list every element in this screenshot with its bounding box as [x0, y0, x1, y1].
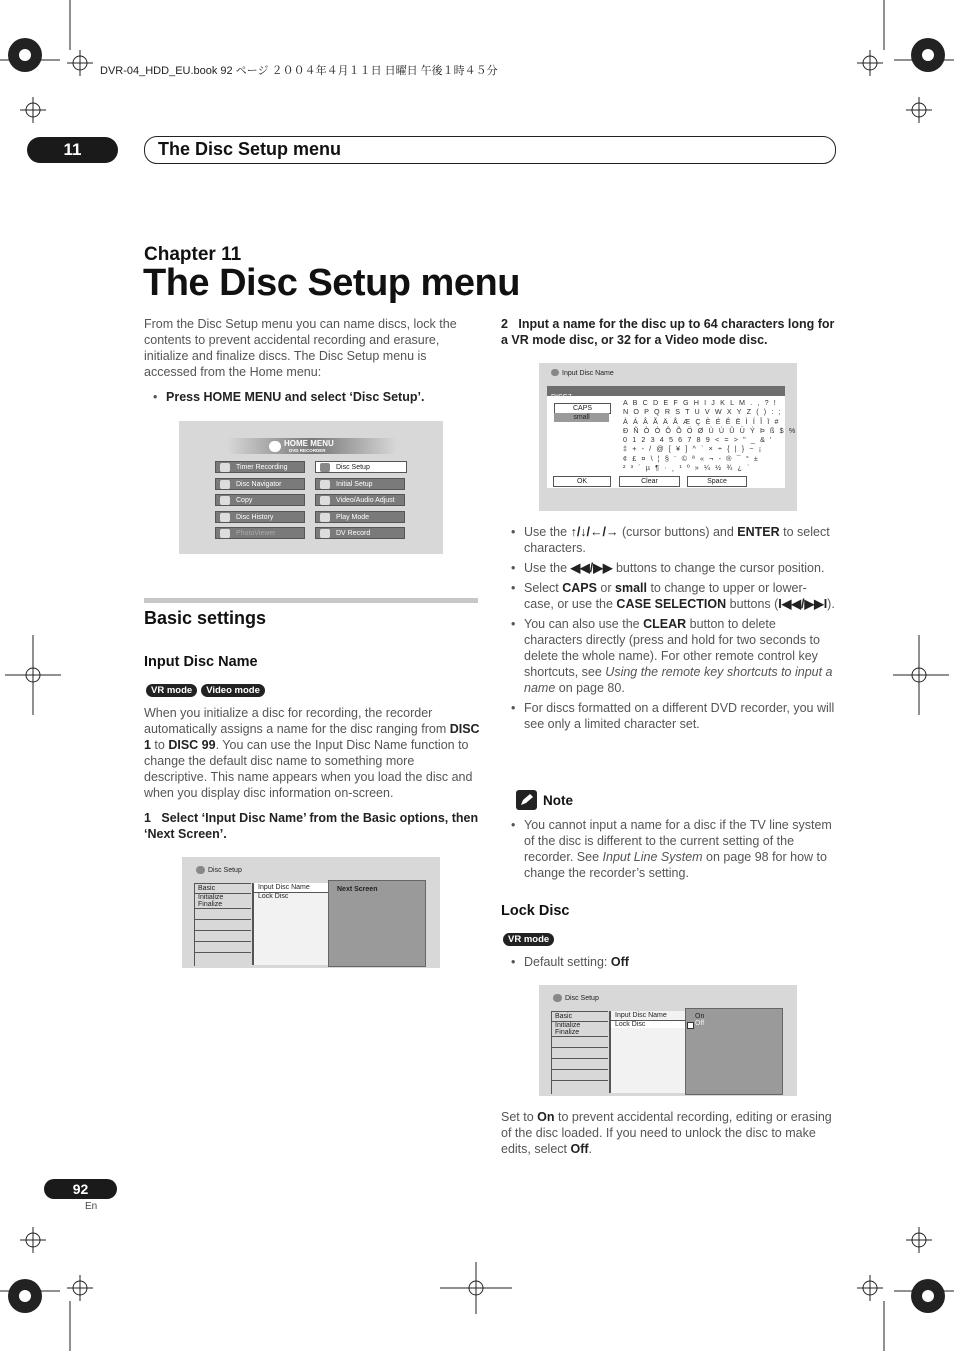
- hm-copy[interactable]: Copy: [215, 494, 305, 506]
- chapter-label: Chapter 11: [144, 244, 242, 265]
- input-disc-name-paragraph: When you initialize a disc for recording, the recorder automatically assigns a name for the disc ranging from DISC 1 to DISC 99. You can use the Input Disc Name function to change the default disc name to something more descriptive. This name appears when you load the disc and when you display disc information on-screen.: [144, 706, 480, 800]
- kbd-row[interactable]: 0 1 2 3 4 5 6 7 8 9 < = > " _ & ': [623, 435, 774, 445]
- home-menu-subtitle: DVD RECORDER: [289, 448, 326, 453]
- ds2-input-disc-name[interactable]: Input Disc Name: [611, 1011, 686, 1021]
- chapter-bar-title: The Disc Setup menu: [158, 139, 342, 159]
- hm-disc-history[interactable]: Disc History: [215, 511, 305, 523]
- heading-input-disc-name: Input Disc Name: [144, 654, 258, 670]
- kbd-row[interactable]: A B C D E F G H I J K L M . , ? !: [623, 398, 778, 407]
- ds1-input-disc-name[interactable]: Input Disc Name: [254, 883, 329, 893]
- ds1-next-screen[interactable]: Next Screen: [337, 886, 378, 893]
- disc-icon: [269, 441, 281, 452]
- home-menu-title: HOME MENU: [284, 439, 334, 448]
- heading-lock-disc: Lock Disc: [501, 903, 570, 919]
- mode-badges: [146, 680, 269, 698]
- hm-disc-setup[interactable]: Disc Setup: [315, 461, 407, 473]
- ds2-basic[interactable]: Basic: [552, 1012, 608, 1022]
- input-bullets: [502, 524, 836, 736]
- hm-initial-setup[interactable]: Initial Setup: [315, 478, 405, 490]
- ds1-basic[interactable]: Basic: [195, 884, 251, 894]
- note-text: • You cannot input a name for a disc if the TV line system of the disc is different to the current setting of the recorder. See Input Line System on page 98 for how to change the recorder’s setting.: [502, 817, 836, 881]
- intro-bullets: [144, 389, 480, 409]
- ids-clear-button[interactable]: Clear: [619, 476, 680, 487]
- ds2-off[interactable]: Off: [686, 1020, 782, 1027]
- page-number: 92: [44, 1179, 117, 1199]
- clock-icon: [220, 463, 230, 472]
- disc-setup-screenshot-1: [182, 857, 440, 968]
- ds2-finalize[interactable]: Finalize: [552, 1029, 608, 1037]
- bullet-other-recorder: • For discs formatted on a different DVD recorder, you will see only a limited character set.: [502, 700, 836, 732]
- note-label: Note: [543, 793, 573, 808]
- selected-marker: [687, 1022, 694, 1029]
- adjust-icon: [320, 496, 330, 505]
- ids-keyboard[interactable]: [623, 398, 797, 472]
- bullet-cursor: • Use the ↑/↓/←/→ (cursor buttons) and ENTER to select characters.: [502, 524, 836, 556]
- bullet-cursor-position: • Use the ◀◀/▶▶ buttons to change the cursor position.: [502, 560, 836, 576]
- disc-icon: [551, 369, 559, 376]
- kbd-row[interactable]: ‡ + - / @ [ ¥ ] ^ ` × ÷ { | } ~ ¡: [623, 444, 763, 454]
- section-rule: [144, 598, 478, 603]
- chapter-tab: 11: [27, 137, 118, 163]
- home-menu-screenshot: [179, 421, 443, 554]
- default-setting: • Default setting: Off: [502, 954, 836, 970]
- note-bullets: [502, 817, 836, 885]
- lock-disc-bullets: [502, 954, 836, 974]
- page-title: The Disc Setup menu: [143, 262, 520, 304]
- hm-photoviewer[interactable]: PhotoViewer: [215, 527, 305, 539]
- ds2-lock-disc[interactable]: Lock Disc: [611, 1021, 686, 1028]
- disc-setup-screenshot-2: [539, 985, 797, 1096]
- ids-small-button[interactable]: small: [554, 413, 609, 422]
- language-code: En: [85, 1201, 98, 1212]
- disc-icon: [196, 866, 205, 874]
- play-icon: [320, 513, 330, 522]
- hm-play-mode[interactable]: Play Mode: [315, 511, 405, 523]
- navigator-icon: [220, 480, 230, 489]
- ids-space-button[interactable]: Space: [687, 476, 747, 487]
- dv-icon: [320, 529, 330, 538]
- badge-vr-mode: VR mode: [146, 684, 197, 697]
- print-header: DVR-04_HDD_EU.book 92 ページ ２００４年４月１１日 日曜日 午後１時４５分: [100, 65, 498, 77]
- kbd-row[interactable]: ¢ £ ¤ \ ¦ § ¨ © ª « ¬ - ® ¯ ° ±: [623, 453, 760, 463]
- ds1-lock-disc[interactable]: Lock Disc: [258, 893, 289, 900]
- hm-timer-recording[interactable]: Timer Recording: [215, 461, 305, 473]
- disc-setup-icon: [320, 463, 330, 472]
- ids-field[interactable]: [547, 386, 785, 396]
- hm-video-audio-adjust[interactable]: Video/Audio Adjust: [315, 494, 405, 506]
- ds2-title: Disc Setup: [565, 995, 599, 1002]
- ds1-initialize[interactable]: Initialize: [198, 894, 224, 901]
- note-pencil-icon: [516, 790, 537, 810]
- disc-icon: [553, 994, 562, 1002]
- history-icon: [220, 513, 230, 522]
- intro-paragraph: From the Disc Setup menu you can name discs, lock the contents to prevent accidental recording and erasure, initialize and finalize discs. The Disc Setup menu is accessed from the Home menu:: [144, 317, 457, 379]
- kbd-row[interactable]: ² ³ ´ µ ¶ · ¸ ¹ º » ¼ ½ ¾ ¿ `: [623, 463, 752, 473]
- bullet-case: • Select CAPS or small to change to upper or lower-case, or use the CASE SELECTION buttons (I◀◀/▶▶I).: [502, 580, 836, 612]
- hm-dv-record[interactable]: DV Record: [315, 527, 405, 539]
- badge-video-mode: Video mode: [201, 684, 265, 697]
- chapter-bar: [144, 136, 836, 164]
- ids-caps-button[interactable]: CAPS: [554, 403, 611, 414]
- ds2-on[interactable]: On: [695, 1013, 705, 1020]
- lock-disc-badges: [503, 929, 558, 947]
- section-heading-basic-settings: Basic settings: [144, 608, 267, 628]
- ds1-title: Disc Setup: [208, 867, 242, 874]
- step-2: 2 Input a name for the disc up to 64 characters long for a VR mode disc, or 32 for a Video mode disc.: [501, 317, 835, 347]
- lock-disc-paragraph: Set to On to prevent accidental recording, editing or erasing of the disc loaded. If you need to unlock the disc to make edits, select Off.: [501, 1110, 832, 1156]
- ids-title: Input Disc Name: [562, 370, 614, 377]
- kbd-row[interactable]: N O P Q R S T U V W X Y Z ( ) : ;: [623, 407, 783, 417]
- kbd-row[interactable]: À Á Â Ã Ä Å Æ Ç È É Ê Ë Ì Í Î Ï #: [623, 416, 781, 426]
- step-1: 1 Select ‘Input Disc Name’ from the Basic options, then ‘Next Screen’.: [144, 811, 479, 841]
- bullet-clear: • You can also use the CLEAR button to delete characters directly (press and hold for two seconds to delete the whole name). For other remote control key shortcuts, see Using the remote key shortcuts to input a name on page 80.: [502, 616, 836, 696]
- kbd-row[interactable]: Ð Ñ Ò Ó Ô Õ Ö Ø Ù Ú Û Ü Ý Þ ß $ %: [623, 425, 797, 435]
- photo-icon: [220, 529, 230, 538]
- input-disc-name-screenshot: [539, 363, 797, 511]
- ids-ok-button[interactable]: OK: [553, 476, 611, 487]
- intro-bullet: • Press HOME MENU and select ‘Disc Setup’.: [144, 389, 480, 405]
- copy-icon: [220, 496, 230, 505]
- ds2-initialize[interactable]: Initialize: [555, 1022, 581, 1029]
- ds1-finalize[interactable]: Finalize: [195, 901, 251, 909]
- setup-icon: [320, 480, 330, 489]
- badge-vr-mode: VR mode: [503, 933, 554, 946]
- hm-disc-navigator[interactable]: Disc Navigator: [215, 478, 305, 490]
